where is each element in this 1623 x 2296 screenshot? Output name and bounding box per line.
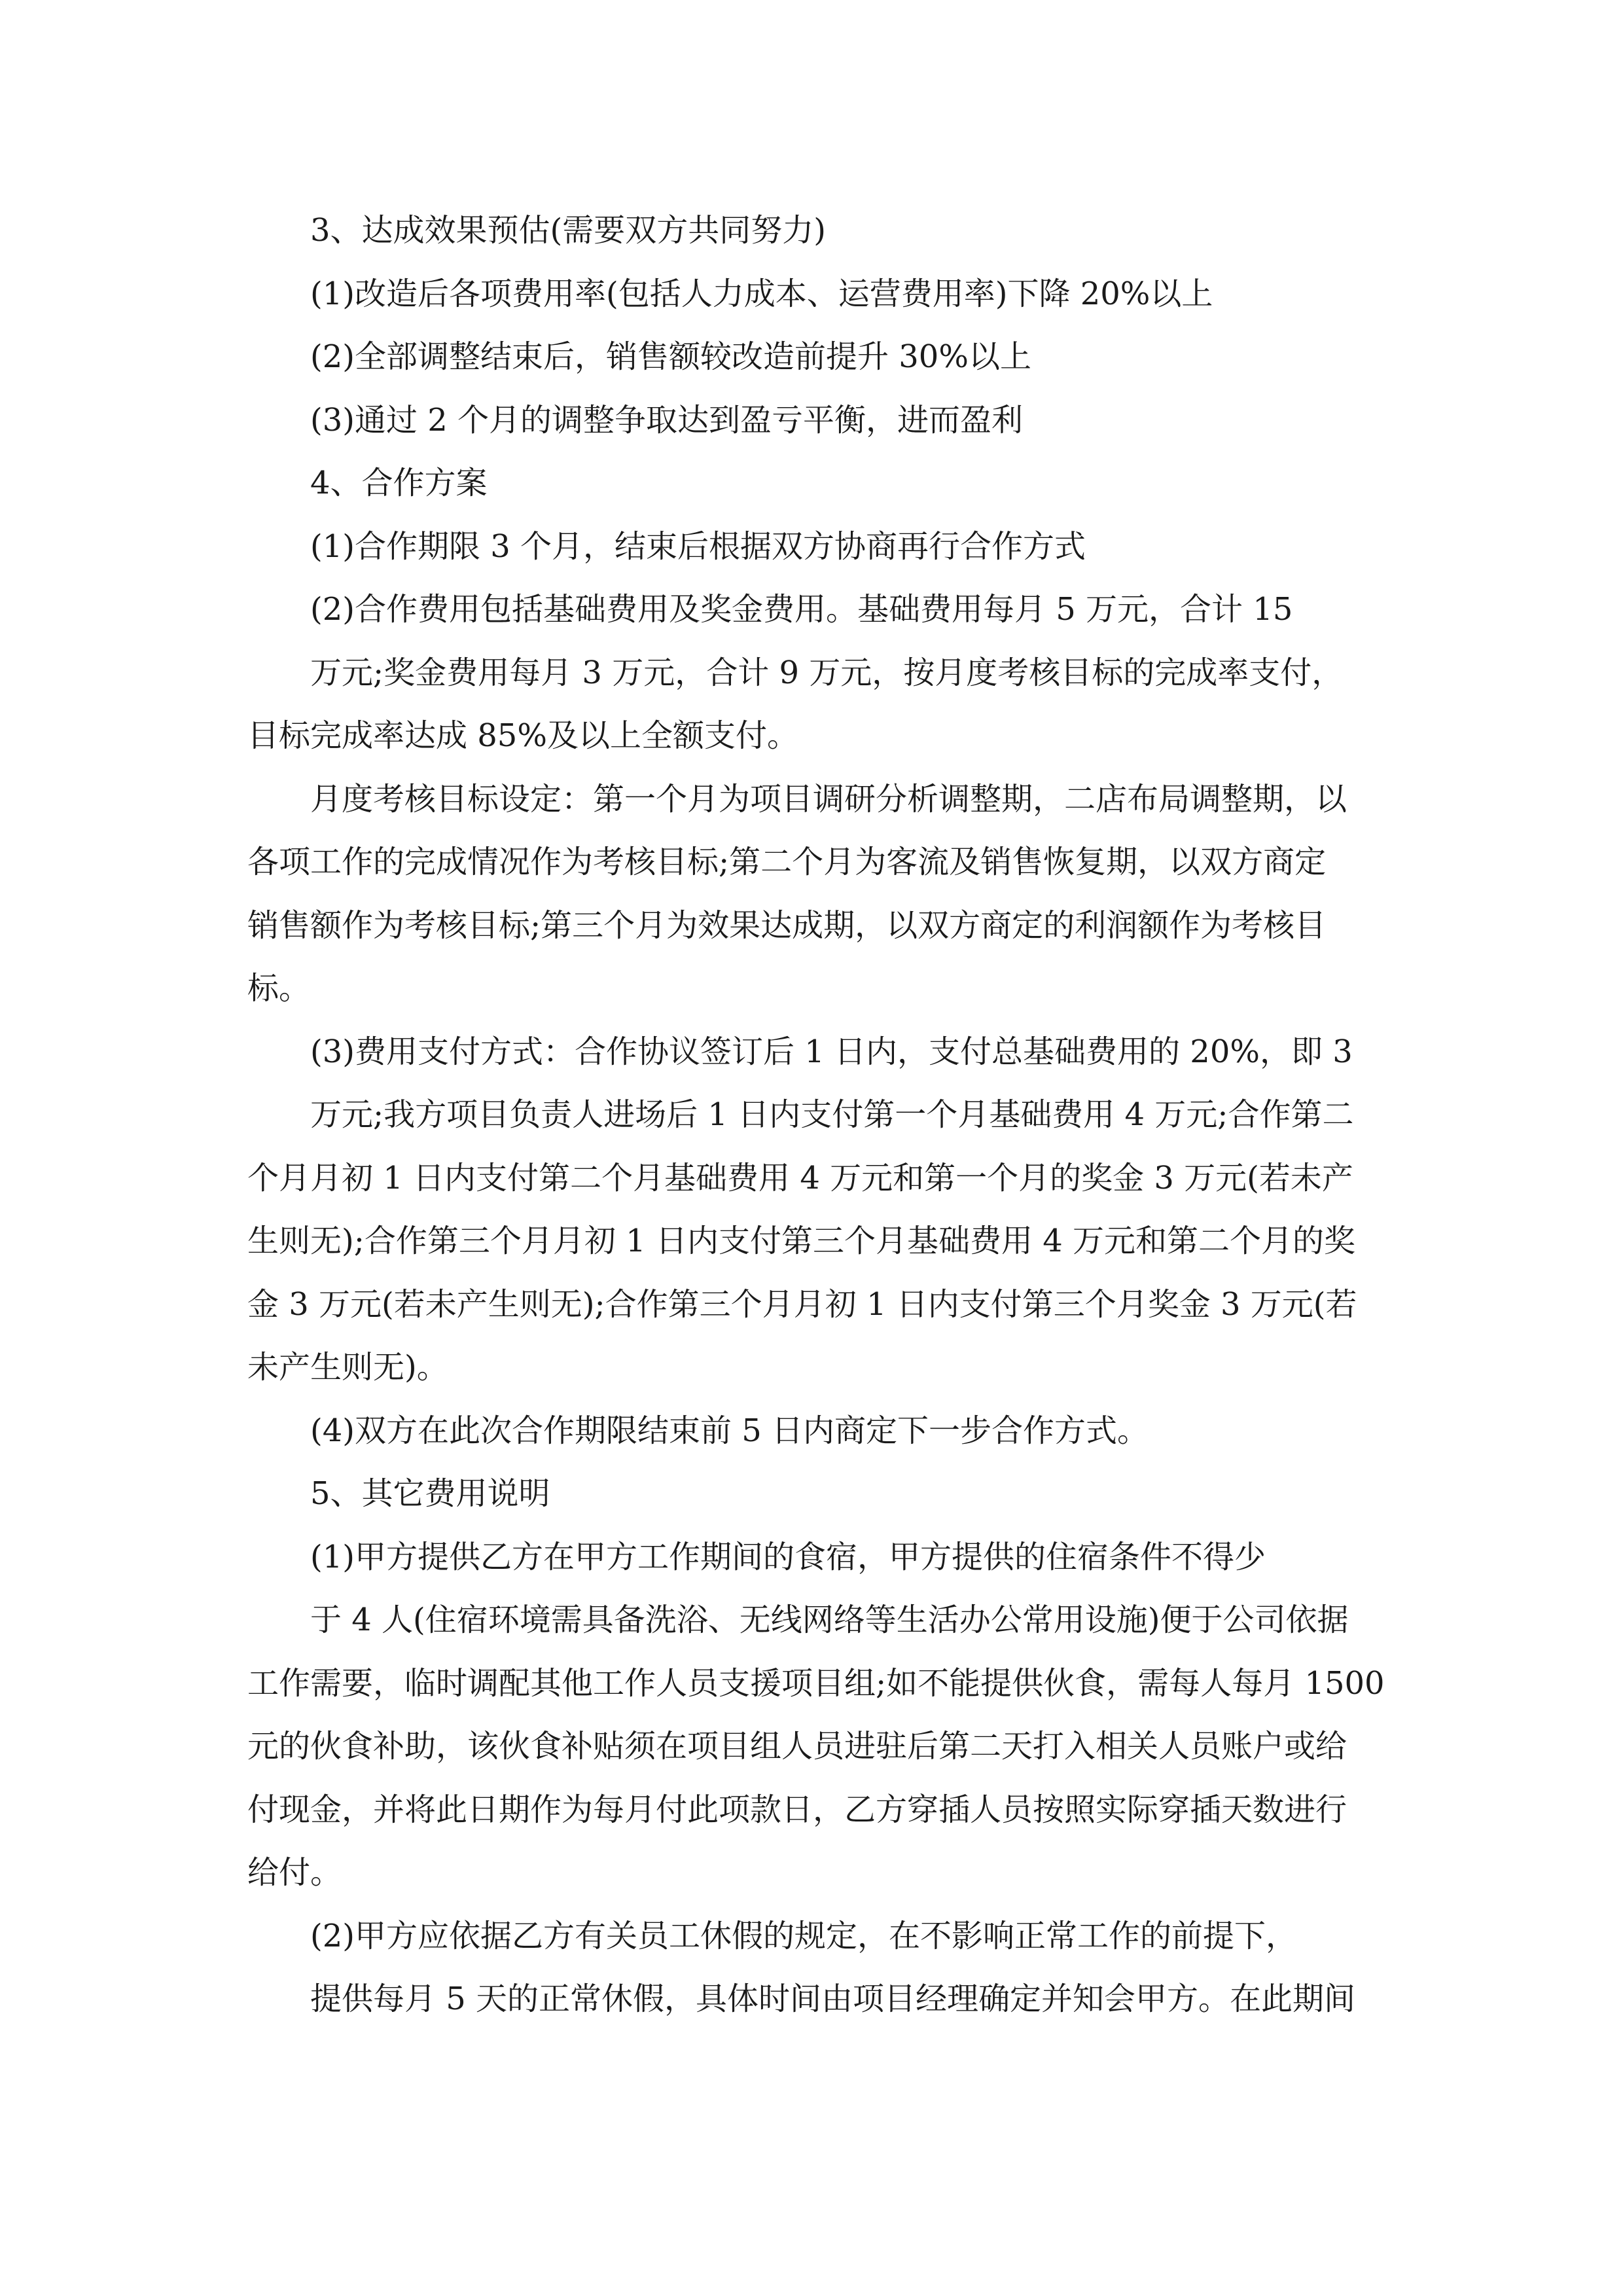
paragraph-line: (2)全部调整结束后，销售额较改造前提升 30%以上	[310, 338, 1031, 375]
paragraph-line: 给付。	[247, 1854, 342, 1891]
paragraph-line: (3)通过 2 个月的调整争取达到盈亏平衡，进而盈利	[310, 402, 1024, 439]
paragraph-line: 金 3 万元(若未产生则无);合作第三个月月初 1 日内支付第三个月奖金 3 万元(若	[247, 1286, 1357, 1323]
paragraph-line: (1)改造后各项费用率(包括人力成本、运营费用率)下降 20%以上	[310, 276, 1213, 312]
paragraph-line: 目标完成率达成 85%及以上全额支付。	[247, 717, 798, 754]
paragraph-line: (2)甲方应依据乙方有关员工休假的规定，在不影响正常工作的前提下，	[310, 1918, 1297, 1954]
paragraph-line: 付现金，并将此日期作为每月付此项款日，乙方穿插人员按照实际穿插天数进行	[247, 1791, 1347, 1828]
paragraph-line: 提供每月 5 天的正常休假，具体时间由项目经理确定并知会甲方。在此期间	[310, 1981, 1356, 2017]
paragraph-line: 元的伙食补助，该伙食补贴须在项目组人员进驻后第二天打入相关人员账户或给	[247, 1728, 1347, 1765]
paragraph-line: (4)双方在此次合作期限结束前 5 日内商定下一步合作方式。	[310, 1412, 1149, 1449]
paragraph-line: (1)合作期限 3 个月，结束后根据双方协商再行合作方式	[310, 528, 1086, 565]
paragraph-line: 万元;奖金费用每月 3 万元，合计 9 万元，按月度考核目标的完成率支付，	[310, 655, 1344, 691]
paragraph-line: 标。	[247, 970, 311, 1007]
paragraph-line: (1)甲方提供乙方在甲方工作期间的食宿，甲方提供的住宿条件不得少	[310, 1539, 1266, 1575]
paragraph-line: 工作需要，临时调配其他工作人员支援项目组;如不能提供伙食，需每人每月 1500	[247, 1665, 1385, 1702]
paragraph-line: 各项工作的完成情况作为考核目标;第二个月为客流及销售恢复期，以双方商定	[247, 844, 1327, 880]
paragraph-line: 未产生则无)。	[247, 1349, 448, 1386]
paragraph-line: 于 4 人(住宿环境需具备洗浴、无线网络等生活办公常用设施)便于公司依据	[310, 1602, 1349, 1638]
paragraph-line: 万元;我方项目负责人进场后 1 日内支付第一个月基础费用 4 万元;合作第二	[310, 1096, 1354, 1133]
section-heading-3: 3、达成效果预估(需要双方共同努力)	[310, 212, 826, 249]
section-heading-5: 5、其它费用说明	[310, 1475, 550, 1512]
paragraph-line: 销售额作为考核目标;第三个月为效果达成期，以双方商定的利润额作为考核目	[247, 907, 1327, 944]
paragraph-line: 个月月初 1 日内支付第二个月基础费用 4 万元和第一个月的奖金 3 万元(若未产	[247, 1160, 1353, 1196]
paragraph-line: (2)合作费用包括基础费用及奖金费用。基础费用每月 5 万元，合计 15	[310, 591, 1293, 628]
paragraph-line: 月度考核目标设定：第一个月为项目调研分析调整期，二店布局调整期，以	[310, 781, 1347, 817]
paragraph-line: 生则无);合作第三个月月初 1 日内支付第三个月基础费用 4 万元和第二个月的奖	[247, 1223, 1356, 1259]
paragraph-line: (3)费用支付方式：合作协议签订后 1 日内，支付总基础费用的 20%，即 3	[310, 1033, 1353, 1070]
section-heading-4: 4、合作方案	[310, 465, 488, 501]
